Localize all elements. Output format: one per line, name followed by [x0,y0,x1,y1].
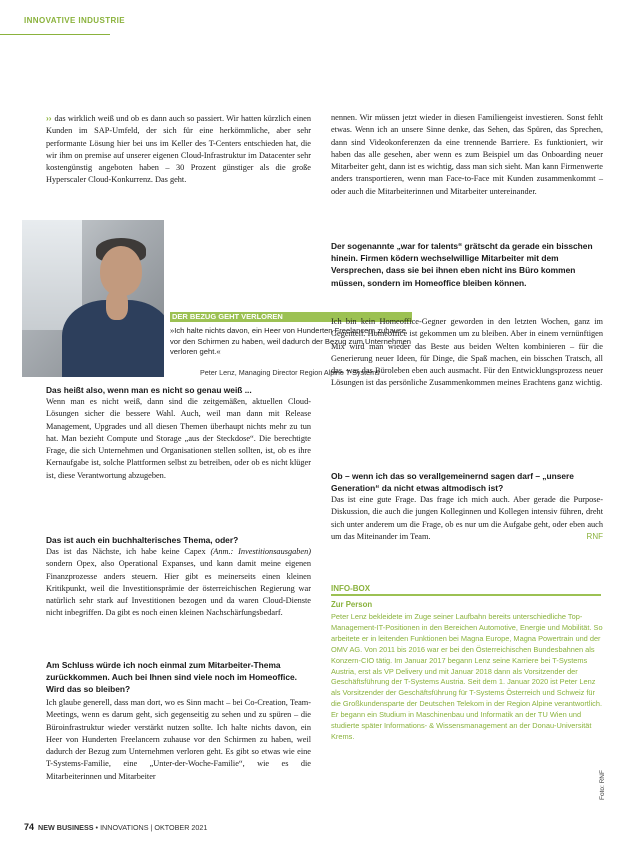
section-rule [0,34,110,35]
answer-4: Ich bin kein Homeoffice-Gegner geworden in den letzten Wochen, ganz im Gegenteil. Homeoffice ist gekommen um zu bleiben. Aber in einem vernünftigen Mix wird man wieder das Beste aus beiden Welten kombinieren – für die Generierung neuer Ideen, für Dinge, die Spaß machen, ein bisschen Tratsch, all das, was das Büroleben eben auch ausmacht. Für den Entwicklungsprozess neuer Lösungen ist das persönliche Zusammenkommen meines Erachtens ganz wichtig. [331,317,603,388]
answer-1: Wenn man es nicht weiß, dann sind die zeitgemäßen, aktuellen Cloud-Lösungen sicher die bessere Wahl. Auch, weil man dann mit Release Management, Upgrades und all diesen Themen überhaupt nichts mehr zu tun hat. Man bezieht Compute und Storage „aus der Steckdose“. Die berechtigte Frage, die sich Unternehmen und Organisationen stellen sollten, ist, ob es ihre Kernaufgabe ist, solche Plattformen selbst zu betreiben, oder ob es nicht klüger ist, diese Verantwortung abzugeben. [46,397,311,480]
info-box-title: INFO-BOX [331,584,371,593]
footer-divider: | [150,823,153,832]
author-sign: RNF [586,531,603,541]
answer-2-post: sondern Opex, also Operational Expanses, und kann damit meine eigenen Finanzprozesse anders steuern. Hier gibt es meinerseits einen kleinen Kritikpunkt, weil die Investitionsprämie der österreichischen Regierung war natürlich sehr stark auf Investitionen bezogen und da waren Cloud-Dienste nicht inbegriffen. Da gibt es noch einen kleinen Nachschärfungsbedarf. [46,559,311,618]
answer-2-pre: Das ist das Nächste, ich habe keine Capex [46,547,206,556]
footer-dot: • [95,823,99,832]
answer-5-text: Das ist eine gute Frage. Das frage ich mich auch. Aber gerade die Purpose-Diskussion, die auch die jungen Kolleginnen und Kollegen intensiv führen, dreht sich unter anderem um die Frage, ob es nur um die Aufgabe geht, oder eben auch um das Miteinander im Team. [331,495,603,541]
portrait-photo [22,220,164,377]
page-footer [24,822,207,832]
col1-intro-text: das wirklich weiß und ob es dann auch so passiert. Wir hatten kürzlich einen Kunden im SAP-Umfeld, der sich für eine herkömmliche, aber sehr performante Lösung hier bei uns im Keller des T-Centers entschieden hat, die wir ihm on premise auf unserer eigenen Cloud-Infrastruktur im Datacenter sehr kostengünstig angeboten haben – 30 Prozent günstiger als die große Hyperscaler Cloud-Konkurrenz. Das geht. [46,114,311,185]
quote-heading: DER BEZUG GEHT VERLOREN [170,312,412,322]
photo-hand [106,290,128,320]
section-label: INNOVATIVE INDUSTRIE [24,16,126,25]
col2-top: nennen. Wir müssen jetzt wieder in diesen Familiengeist investieren. Sonst fehlt etwas. Wenn ich an unsere Sinne denke, das Sehen, das Spüren, das Sprechen, dann sind Videokonferenzen da eine trennende Barriere. Es funktioniert, wir haben das alle gesehen, aber wenn es zum Beispiel um das Onboarding neuer Mitarbeiter geht, dann ist es wichtig, dass man sich sieht. Man kann Firmenwerte anders transportieren, wenn man Face-to-Face mit Kunden zusammenkommt – oder auch die Mitarbeiterinnen und Mitarbeiter untereinander. [331,113,603,196]
question-5: Ob – wenn ich das so verallgemeinernd sagen darf – „unsere Generation“ da nicht etwas altmodisch ist? [331,471,574,494]
photo-credit: Foto: RNF [599,770,606,800]
question-2: Das ist auch ein buchhalterisches Thema, oder? [46,535,239,545]
info-box-rule [331,594,601,596]
answer-2 [46,546,311,620]
answer-3: Ich glaube generell, dass man dort, wo es Sinn macht – bei Co-Creation, Team-Meetings, wenn es darum geht, sich gegenseitig zu sehen und zu spüren – die Büroinfrastruktur wieder verstärkt nutzen sollte. Ich halte nichts davon, ein Heer von Hunderten Freelancern zuhause vor den Schirmen zu haben, weil dadurch der Bezug zum Unternehmen verloren geht. Es gibt so etwas wie eine T-Systems-Familie, eine „Unter-der-Woche-Familie“, wie es die Mitarbeiterinnen und Mitarbeiter [46,698,311,781]
page-number: 74 [24,822,35,832]
question-3: Am Schluss würde ich noch einmal zum Mitarbeiter-Thema zurückkommen. Auch bei Ihnen sind viele noch im Homeoffice. Wird das so bleiben? [46,660,297,695]
question-1: Das heißt also, wenn man es nicht so genau weiß ... [46,385,252,395]
magazine-name: NEW BUSINESS [38,823,94,832]
col1-intro [46,112,311,187]
quote-text: »Ich halte nichts davon, ein Heer von Hunderten Freelancern zuhause vor den Schirmen zu haben, weil dadurch der Bezug zum Unternehmen verloren geht.« [170,326,412,357]
info-box-subtitle: Zur Person [331,600,373,609]
footer-section: INNOVATIONS [100,823,149,832]
info-box-text: Peter Lenz bekleidete im Zuge seiner Laufbahn bereits unterschiedliche Top-Management-IT-Positionen in den Bereichen Automotive, Energie und Mobilität. So arbeitete er in leitenden Funktionen bei Magna Europe, Magna Powertrain und der OMV AG. Von 2011 bis 2016 war er bei den Österreichischen Bundesbahnen als Konzern-CIO tätig. Im Januar 2017 begann Lenz seine Karriere bei T-Systems Austria, erst als VP Delivery und mit Januar 2018 dann als Vorsitzender der Geschäftsführung der T-Systems Austria. Seit dem 1. Januar 2020 ist Peter Lenz als Vorsitzender der Geschäftsführung für T-Systems Österreich und Schweiz für die Großkundensparte der Deutschen Telekom in der Region Alpine verantwortlich. Er begann ein Studium in Maschinenbau und Informatik an der TU Wien und studierte später Informations- & Wissensmanagement an der Donau-Universität Krems. [331,612,603,741]
footer-issue: OKTOBER 2021 [154,823,208,832]
photo-head [100,246,142,296]
quote-author: Peter Lenz, Managing Director Region Alpine T-Systems [200,368,380,377]
double-chevron-right-icon: ›› [46,113,52,123]
answer-2-note: (Anm.: Investitionsausgaben) [210,547,311,556]
answer-5 [331,494,603,543]
question-4: Der sogenannte „war for talents“ grätscht da gerade ein bisschen hinein. Firmen ködern wechselwillige Mitarbeiter mit dem Versprechen, dass sie bei ihnen eben nicht ins Büro kommen müssen, sondern im Homeoffice bleiben können. [331,241,593,288]
